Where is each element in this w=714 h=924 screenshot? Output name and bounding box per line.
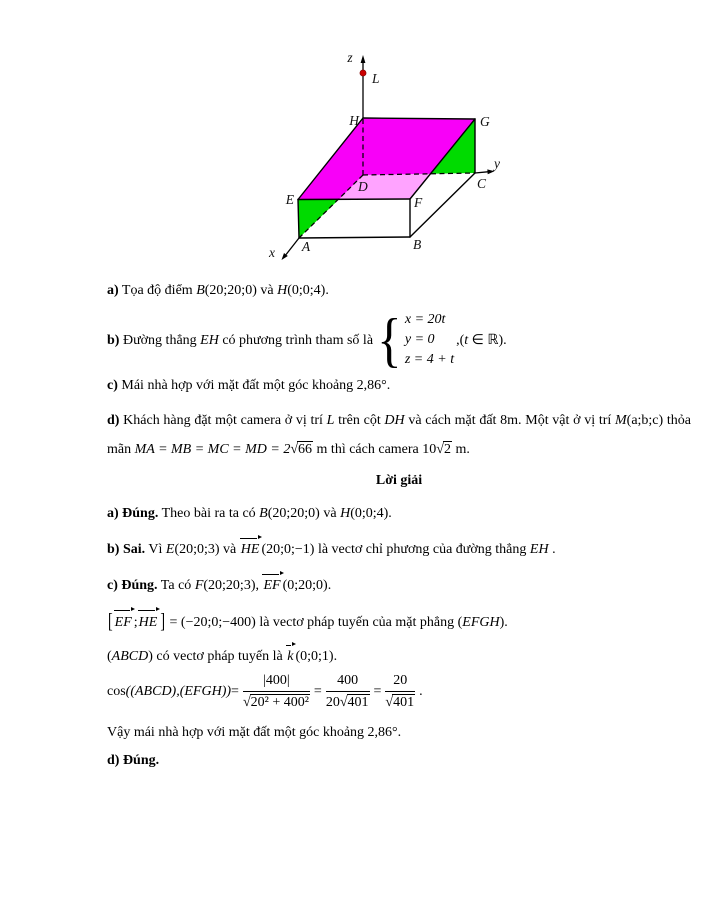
point-H-coords: (0;0;4): [287, 283, 326, 298]
cross-product-value: = (−20;0;−400): [166, 615, 256, 630]
cross-product-line: [107, 609, 691, 634]
solution-c-t2: ,: [255, 578, 263, 593]
tail-open: ,(: [456, 332, 465, 348]
sqrt-sign: √: [242, 695, 251, 710]
statement-c-text: Mái nhà hợp với mặt đất một góc khoảng 2,86°.: [117, 378, 391, 393]
document-body: [107, 281, 691, 783]
sqrt-401-radicand: 401: [347, 695, 369, 710]
point-label-L: L: [372, 71, 380, 86]
point-F: F: [194, 578, 204, 593]
right-bracket: ]: [160, 611, 166, 634]
statement-d-t3: và cách mặt đất 8m. Một vật ở vị trí: [404, 413, 615, 428]
fraction-2: [326, 672, 370, 711]
system-eq-z: z = 4 + t: [404, 352, 455, 367]
statement-d-t6: m.: [451, 442, 470, 457]
point-M: M: [614, 413, 627, 428]
vector-EF: EF: [114, 612, 134, 634]
plane-EFGH: EFGH: [462, 615, 500, 630]
statement-d-t5: m thì cách camera 10: [313, 442, 437, 457]
solution-heading: Lời giải: [375, 473, 423, 488]
parametric-equation-system: [375, 307, 455, 373]
point-H: H: [277, 283, 288, 298]
tail-t-var: t: [464, 332, 469, 348]
statement-b-t2: có phương trình tham số là: [218, 332, 374, 348]
vector-k: k: [287, 649, 294, 664]
equals-2: =: [313, 684, 322, 699]
point-E-coords: (20;0;3): [174, 542, 220, 557]
abcd-normal-text: ) có vectơ pháp tuyến là: [148, 649, 287, 664]
system-eq-y: y = 0: [404, 332, 435, 347]
solution-a-t2: và: [319, 506, 341, 521]
cross-product-end: ).: [499, 615, 508, 630]
axis-label-x: x: [269, 245, 275, 260]
point-E: E: [165, 542, 175, 557]
house-3d-figure: [262, 42, 512, 267]
sqrt-expression: [243, 695, 310, 710]
fraction-1: [243, 672, 310, 711]
plane-ABCD: ABCD: [111, 649, 149, 664]
statement-b-text: [107, 331, 373, 350]
statement-b: [107, 307, 691, 373]
solution-b-t2: và: [219, 542, 240, 557]
statement-d-label: d): [107, 413, 120, 428]
tail-close: ∈ ℝ).: [468, 332, 507, 348]
vector-EF: EF: [263, 578, 281, 593]
point-H-coords: (0;0;4): [350, 506, 389, 521]
point-label-G: G: [480, 114, 490, 129]
sqrt-66-radicand: 66: [298, 442, 313, 457]
cross-product-text: là vectơ pháp tuyến của mặt phẳng (: [255, 615, 463, 630]
solution-a-end: .: [388, 506, 392, 521]
point-L-ref: L: [326, 413, 335, 428]
abcd-normal-line: [107, 644, 691, 666]
conclusion-line: Vậy mái nhà hợp với mặt đất một góc khoảng 2,86°.: [107, 725, 402, 740]
separator: ;: [133, 615, 138, 630]
statement-a-label: a): [107, 283, 119, 298]
point-label-F: F: [414, 195, 423, 210]
sqrt-401: [340, 695, 370, 710]
statement-a-period: .: [325, 283, 329, 298]
sqrt-sign: √: [290, 442, 299, 457]
point-label-B: B: [413, 237, 422, 252]
statement-b-label: b): [107, 332, 120, 348]
point-M-coords: (a;b;c): [626, 413, 664, 428]
sqrt-radicand: 20² + 400²: [250, 695, 309, 710]
axis-label-y: y: [494, 156, 500, 171]
left-bracket: [: [108, 611, 113, 634]
coefficient: 20: [325, 695, 340, 710]
solution-b-verdict: b) Sai.: [107, 542, 146, 557]
system-eq-x: x = 20t: [404, 312, 446, 327]
line-EH: EH: [529, 542, 549, 557]
fraction-2-denominator: [326, 692, 370, 711]
vector-EF-coords: (0;20;0): [282, 578, 328, 593]
paren-open: (: [107, 649, 112, 664]
sqrt-2-radicand: 2: [443, 442, 451, 457]
formula-period: .: [419, 684, 423, 699]
fraction-1-denominator: [243, 692, 310, 711]
vector-k-coords: (0;0;1).: [295, 649, 338, 664]
point-B-coords: (20;20;0): [267, 506, 320, 521]
statement-d: [107, 406, 691, 464]
cos-operator: cos: [107, 684, 126, 699]
point-label-H: H: [349, 113, 359, 128]
cos-planes: ((ABCD),(EFGH)): [125, 684, 232, 699]
sqrt-66: [290, 442, 313, 457]
solution-c-verdict: c) Đúng.: [107, 578, 158, 593]
sqrt-sign: √: [436, 442, 444, 457]
fraction-3-denominator: [385, 692, 415, 711]
solution-a-verdict: a) Đúng.: [107, 506, 159, 521]
cos-formula: [107, 672, 691, 711]
solution-c-t1: Ta có: [157, 578, 195, 593]
statement-a-text: Tọa độ điểm: [118, 283, 197, 298]
solution-b: [107, 537, 691, 559]
statement-c: [107, 376, 691, 395]
fraction-2-numerator: 400: [326, 672, 370, 692]
statement-b-tail: [456, 331, 507, 350]
edge-EA: [298, 200, 299, 239]
point-label-A: A: [301, 239, 311, 254]
point-label-E: E: [285, 192, 294, 207]
point-H: H: [340, 506, 351, 521]
solution-a: [107, 504, 691, 523]
x-axis: [286, 238, 299, 255]
point-F-coords: (20;20;3): [203, 578, 256, 593]
solution-c: [107, 573, 691, 595]
segment-DH: DH: [384, 413, 405, 428]
vector-HE: HE: [240, 542, 260, 557]
sqrt-401-radicand: 401: [393, 695, 415, 710]
statement-d-t4: thỏa mãn: [107, 413, 691, 457]
point-label-C: C: [477, 176, 487, 191]
fraction-3: [385, 672, 415, 711]
solution-b-t1: Vì: [145, 542, 166, 557]
solution-b-end: .: [548, 542, 556, 557]
sqrt-sign: √: [339, 695, 348, 710]
solution-b-t3: là vectơ chỉ phương của đường thẳng: [314, 542, 530, 557]
axis-label-z: z: [347, 50, 353, 65]
vector-HE-coords: (20;0;−1): [261, 542, 315, 557]
fraction-1-numerator: |400|: [243, 672, 310, 692]
system-brace: {: [377, 307, 402, 373]
line-EH: EH: [200, 332, 219, 348]
equals-1: =: [231, 684, 239, 699]
point-label-D: D: [358, 179, 368, 194]
statement-d-t2: trên cột: [334, 413, 385, 428]
statement-a-and: và: [256, 283, 278, 298]
sqrt-401: [385, 695, 415, 710]
statement-d-t1: Khách hàng đặt một camera ở vị trí: [119, 413, 327, 428]
edge-AB: [299, 237, 410, 238]
sqrt-2: [436, 442, 452, 457]
solution-c-end: .: [327, 578, 332, 593]
edge-FE: [298, 199, 410, 200]
solution-d-verdict: d) Đúng.: [107, 753, 160, 768]
vector-HE: HE: [138, 612, 160, 634]
z-axis-arrowhead: [361, 55, 366, 63]
point-B: B: [196, 283, 205, 298]
point-B: B: [259, 506, 268, 521]
fraction-3-numerator: 20: [385, 672, 415, 692]
camera-point-dot: [360, 70, 366, 76]
statement-a: [107, 281, 691, 300]
equals-3: =: [373, 684, 382, 699]
sqrt-sign: √: [385, 695, 394, 710]
y-axis: [475, 172, 489, 173]
point-B-coords: (20;20;0): [204, 283, 257, 298]
solution-a-t1: Theo bài ra ta có: [158, 506, 260, 521]
edge-HG: [363, 118, 475, 119]
statement-b-t1: Đường thẳng: [119, 332, 201, 348]
distance-equalities: MA = MB = MC = MD = 2: [134, 442, 291, 457]
statement-c-label: c): [107, 378, 118, 393]
system-rows: [405, 310, 454, 370]
